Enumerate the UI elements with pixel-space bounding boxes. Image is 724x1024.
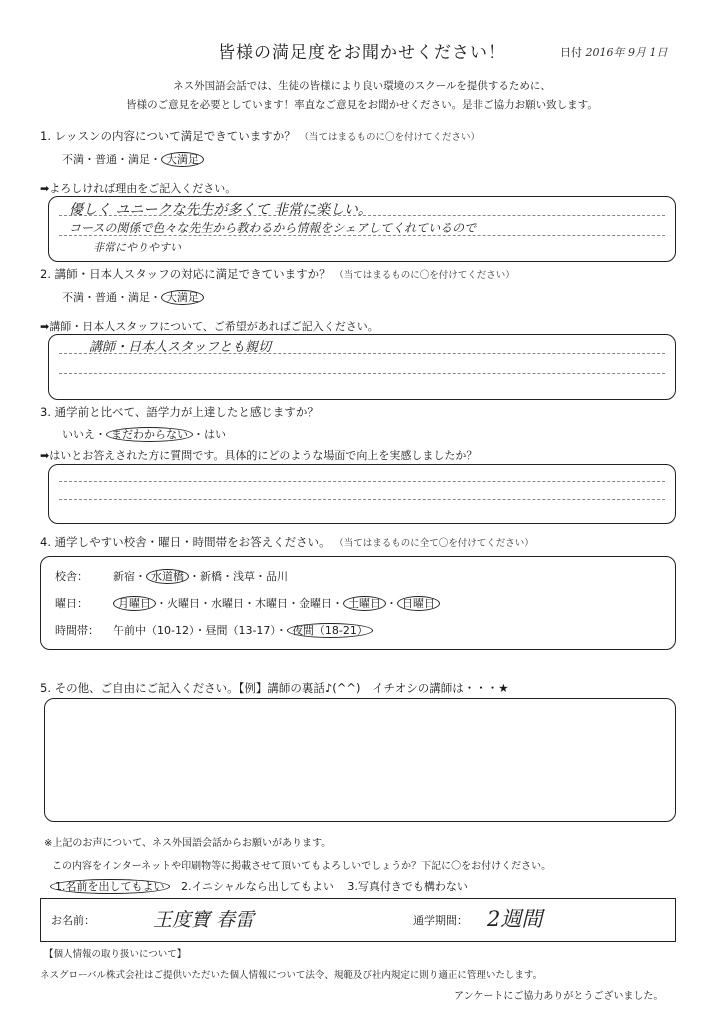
time-selected[interactable]: 夜間（18-21） (287, 623, 373, 638)
q2-answer: 講師・日本人スタッフとも親切 (89, 340, 272, 355)
q3-selected-option[interactable]: まだわからない (106, 427, 193, 442)
q1-answer-box[interactable] (48, 196, 676, 262)
q1-reason-prompt: ➡よろしければ理由をご記入ください。 (40, 182, 237, 195)
q3-options: いいえ・ まだわからない ・はい (62, 428, 226, 441)
thanks-text: アンケートにご協力ありがとうございました。 (454, 991, 664, 1002)
period-value[interactable]: 2週間 (487, 907, 543, 931)
publish-option-2[interactable]: 2.イニシャルなら出してもよい (181, 880, 334, 893)
publish-options (50, 878, 468, 894)
answer-line (59, 499, 665, 500)
q3-prompt: ➡はいとお答えされた方に質問です。具体的にどのような場面で向上を実感しましたか？ (40, 449, 478, 462)
period-label: 通学期間： (413, 914, 468, 927)
name-value[interactable]: 王度寶 春雷 (153, 909, 255, 931)
day-row: 曜日： 月曜日 ・火曜日・水曜日・木曜日・金曜日・ 土曜日 ・ 日曜日 (55, 595, 440, 611)
q3-answer-box[interactable] (48, 464, 676, 524)
q5-question: 5. その他、ご自由にご記入ください。【例】講師の裏話♪(^^) イチオシの講師は・・・★ (40, 681, 509, 695)
q1-selected-option[interactable]: 大満足 (161, 152, 204, 167)
day-saturday-selected[interactable]: 土曜日 (343, 596, 386, 611)
answer-line (59, 481, 665, 482)
q4-options-box (40, 556, 676, 650)
name-box (40, 898, 676, 942)
privacy-text: ネスグローバル株式会社はご提供いただいた個人情報について法令、規範及び社内規定に則り適正に管理いたします。 (40, 970, 543, 981)
q5-answer-box[interactable] (44, 698, 676, 822)
name-label: お名前： (51, 914, 95, 927)
footer-note-1: ※上記のお声について、ネス外国語会話からお願いがあります。 (44, 838, 332, 849)
q1-answer-line-3: 非常にやりやすい (93, 241, 181, 254)
q4-note: （当てはまるものに全て〇を付けてください） (334, 538, 534, 549)
intro-line-2: 皆様のご意見を必要としています！率直なご意見をお聞かせください。是非ご協力お願い致します。 (126, 99, 598, 111)
campus-selected[interactable]: 水道橋 (146, 569, 189, 584)
answer-line (59, 373, 665, 374)
q2-question: 2. 講師・日本人スタッフの対応に満足できていますか？ （当てはまるものに〇を付けてください） (40, 267, 515, 281)
q2-selected-option[interactable]: 大満足 (161, 290, 204, 305)
q2-answer-box[interactable] (48, 334, 676, 400)
date-field (560, 44, 667, 60)
q1-answer-line-1: 優しく ユニークな先生が多くて 非常に楽しい。 (69, 202, 372, 218)
publish-option-3[interactable]: 3.写真付きでも構わない (347, 880, 468, 893)
campus-row: 校舎： 新宿・ 水道橋 ・新橋・浅草・品川 (55, 570, 288, 583)
date-value: 2016年 9月 1日 (585, 46, 668, 59)
privacy-title: 【個人情報の取り扱いについて】 (44, 949, 187, 960)
time-row: 時間帯： 午前中（10-12）・昼間（13-17）・ 夜間（18-21） (55, 622, 373, 638)
q2-prompt: ➡講師・日本人スタッフについて、ご希望があればご記入ください。 (40, 320, 379, 333)
time-label: 時間帯： (55, 624, 99, 637)
intro-line-1: ネス外国語会話では、生徒の皆様により良い環境のスクールを提供するために、 (173, 80, 551, 92)
footer-note-2: この内容をインターネットや印刷物等に掲載させて頂いてもよろしいでしょうか？下記に〇をお付けください。 (52, 861, 552, 872)
date-label: 日付 (560, 46, 582, 59)
q1-question: 1. レッスンの内容について満足できていますか？ （当てはまるものに〇を付けてください） (40, 129, 480, 143)
day-monday-selected[interactable]: 月曜日 (113, 596, 156, 611)
q4-question: 4. 通学しやすい校舎・曜日・時間帯をお答えください。 （当てはまるものに全て〇を付けてください） (40, 535, 534, 549)
q2-note: （当てはまるものに〇を付けてください） (334, 270, 515, 281)
day-sunday-selected[interactable]: 日曜日 (397, 596, 440, 611)
q1-note: （当てはまるものに〇を付けてください） (299, 132, 480, 143)
publish-option-1-selected[interactable]: 1.名前を出してもよい (50, 879, 170, 894)
day-label: 曜日： (55, 597, 88, 610)
campus-label: 校舎： (55, 570, 88, 583)
page-title: 皆様の満足度をお聞かせください！ (218, 43, 506, 63)
q1-options: 不満・普通・満足・ 大満足 (62, 151, 204, 167)
q1-answer-line-2: コースの関係で色々な先生から教わるから情報をシェアしてくれているので (69, 221, 477, 235)
q2-options: 不満・普通・満足・ 大満足 (62, 289, 204, 305)
q3-question: 3. 通学前と比べて、語学力が上達したと感じますか？ (40, 405, 319, 419)
